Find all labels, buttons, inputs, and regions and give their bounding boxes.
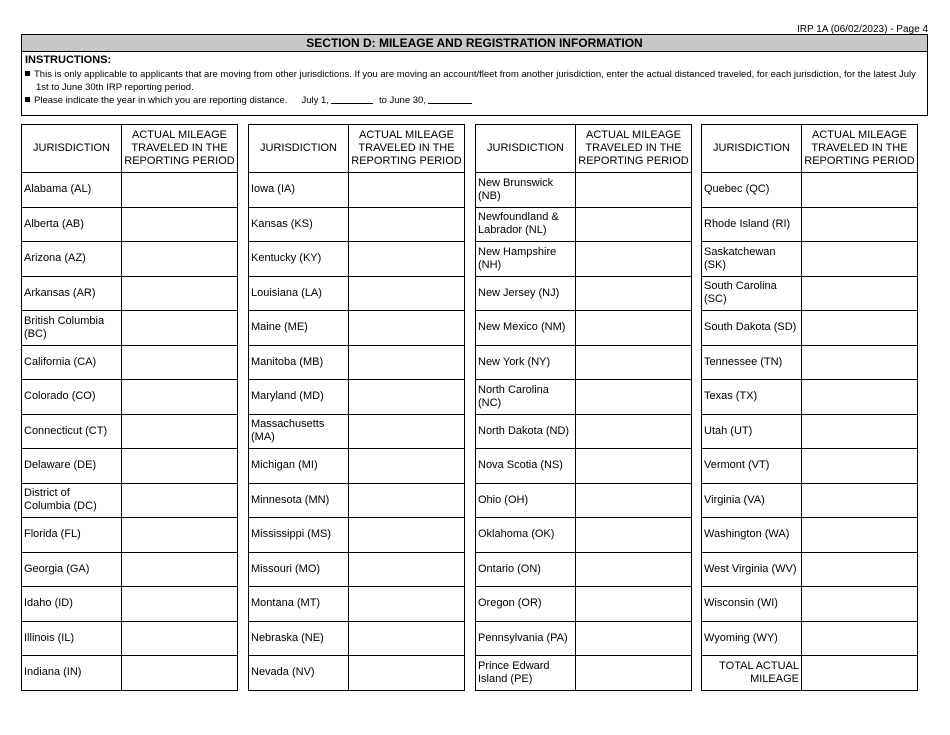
jurisdiction-name: Missouri (MO) <box>249 552 349 587</box>
table-row <box>702 483 918 518</box>
mileage-input[interactable] <box>122 518 238 553</box>
jurisdiction-name: British Columbia (BC) <box>22 311 122 346</box>
total-row <box>702 656 918 691</box>
jurisdiction-name: Alberta (AB) <box>22 207 122 242</box>
mileage-input[interactable] <box>122 414 238 449</box>
jurisdiction-name: Delaware (DE) <box>22 449 122 484</box>
mileage-input[interactable] <box>349 449 465 484</box>
jurisdiction-name: Newfoundland & Labrador (NL) <box>476 207 576 242</box>
table-row <box>249 207 465 242</box>
mileage-input[interactable] <box>576 311 692 346</box>
jurisdiction-name: Alabama (AL) <box>22 173 122 208</box>
jurisdiction-name: California (CA) <box>22 345 122 380</box>
table-row <box>22 311 238 346</box>
form-id: IRP 1A (06/02/2023) - Page 4 <box>796 24 928 35</box>
table-row <box>249 173 465 208</box>
jurisdiction-name: Wyoming (WY) <box>702 621 802 656</box>
instruction-line-1-cont: 1st to June 30th IRP reporting period. <box>36 82 194 93</box>
mileage-input[interactable] <box>576 656 692 691</box>
jurisdiction-name: Texas (TX) <box>702 380 802 415</box>
table-row <box>22 621 238 656</box>
mileage-input[interactable] <box>576 414 692 449</box>
section-d-box <box>21 34 928 116</box>
mileage-input[interactable] <box>349 414 465 449</box>
instruction-line-1: This is only applicable to applicants that are moving from other jurisdictions. If you are moving an account/fleet from another jurisdiction, enter the actual distanced traveled, for each jurisdiction, for the latest July <box>22 68 927 81</box>
jurisdiction-name: District of Columbia (DC) <box>22 483 122 518</box>
jurisdiction-table <box>475 124 692 691</box>
jurisdiction-table <box>21 124 238 691</box>
mileage-input[interactable] <box>802 276 918 311</box>
table-row <box>22 552 238 587</box>
jurisdiction-name: Pennsylvania (PA) <box>476 621 576 656</box>
jurisdiction-header: JURISDICTION <box>249 125 349 173</box>
mileage-input[interactable] <box>122 311 238 346</box>
table-row <box>702 242 918 277</box>
jurisdiction-name: Prince Edward Island (PE) <box>476 656 576 691</box>
jurisdiction-name: Manitoba (MB) <box>249 345 349 380</box>
table-row <box>476 449 692 484</box>
table-row <box>22 414 238 449</box>
jurisdiction-header: JURISDICTION <box>702 125 802 173</box>
jurisdiction-name: Saskatchewan (SK) <box>702 242 802 277</box>
mileage-input[interactable] <box>349 207 465 242</box>
jurisdiction-name: Maine (ME) <box>249 311 349 346</box>
table-row <box>249 621 465 656</box>
mileage-input[interactable] <box>802 311 918 346</box>
mileage-input[interactable] <box>576 242 692 277</box>
jurisdiction-header: JURISDICTION <box>476 125 576 173</box>
jurisdiction-table <box>248 124 465 691</box>
mileage-input[interactable] <box>802 207 918 242</box>
jurisdiction-name: Nevada (NV) <box>249 656 349 691</box>
jurisdiction-name: Oklahoma (OK) <box>476 518 576 553</box>
mileage-input[interactable] <box>802 518 918 553</box>
table-row <box>476 173 692 208</box>
jurisdiction-name: Oregon (OR) <box>476 587 576 622</box>
mileage-input[interactable] <box>122 449 238 484</box>
mileage-input[interactable] <box>349 552 465 587</box>
jurisdiction-name: Nebraska (NE) <box>249 621 349 656</box>
mileage-input[interactable] <box>349 380 465 415</box>
table-row <box>22 483 238 518</box>
total-label: TOTAL ACTUAL MILEAGE <box>702 656 802 691</box>
mileage-input[interactable] <box>576 621 692 656</box>
table-row <box>22 449 238 484</box>
jurisdiction-name: New Jersey (NJ) <box>476 276 576 311</box>
table-row <box>22 173 238 208</box>
mileage-input[interactable] <box>576 518 692 553</box>
jurisdiction-name: Minnesota (MN) <box>249 483 349 518</box>
jurisdiction-name: Ohio (OH) <box>476 483 576 518</box>
mileage-input[interactable] <box>349 518 465 553</box>
mileage-input[interactable] <box>802 449 918 484</box>
mileage-input[interactable] <box>802 345 918 380</box>
jurisdiction-name: Arizona (AZ) <box>22 242 122 277</box>
jurisdiction-name: Utah (UT) <box>702 414 802 449</box>
table-row <box>702 276 918 311</box>
bullet-icon <box>25 71 30 76</box>
mileage-input[interactable] <box>802 242 918 277</box>
jurisdiction-name: New Mexico (NM) <box>476 311 576 346</box>
jurisdiction-name: Rhode Island (RI) <box>702 207 802 242</box>
mileage-input[interactable] <box>802 380 918 415</box>
jurisdiction-name: Indiana (IN) <box>22 656 122 691</box>
mileage-input[interactable] <box>576 483 692 518</box>
instruction-line-2: Please indicate the year in which you are reporting distance. July 1, to June 30, <box>22 94 927 107</box>
jurisdiction-name: Illinois (IL) <box>22 621 122 656</box>
mileage-input[interactable] <box>576 587 692 622</box>
instructions-heading: INSTRUCTIONS: <box>25 54 112 66</box>
table-row <box>476 414 692 449</box>
total-mileage-input[interactable] <box>802 656 918 691</box>
table-row <box>249 242 465 277</box>
bullet-icon <box>25 97 30 102</box>
mileage-input[interactable] <box>576 380 692 415</box>
mileage-input[interactable] <box>349 242 465 277</box>
table-row <box>702 449 918 484</box>
mileage-input[interactable] <box>349 483 465 518</box>
table-row <box>22 587 238 622</box>
table-row <box>22 518 238 553</box>
mileage-input[interactable] <box>576 173 692 208</box>
jurisdiction-name: Michigan (MI) <box>249 449 349 484</box>
mileage-input[interactable] <box>349 311 465 346</box>
jurisdiction-name: North Dakota (ND) <box>476 414 576 449</box>
jurisdiction-name: South Carolina (SC) <box>702 276 802 311</box>
mileage-input[interactable] <box>802 552 918 587</box>
mileage-input[interactable] <box>802 621 918 656</box>
mileage-input[interactable] <box>122 207 238 242</box>
table-row <box>702 414 918 449</box>
table-row <box>476 621 692 656</box>
mileage-input[interactable] <box>122 345 238 380</box>
table-row <box>702 621 918 656</box>
mileage-input[interactable] <box>576 345 692 380</box>
table-row <box>22 345 238 380</box>
mileage-input[interactable] <box>349 173 465 208</box>
jurisdiction-name: Nova Scotia (NS) <box>476 449 576 484</box>
table-row <box>249 587 465 622</box>
jurisdiction-name: New Brunswick (NB) <box>476 173 576 208</box>
table-row <box>249 414 465 449</box>
jurisdiction-name: Georgia (GA) <box>22 552 122 587</box>
jurisdiction-name: Kansas (KS) <box>249 207 349 242</box>
table-row <box>249 380 465 415</box>
mileage-input[interactable] <box>122 656 238 691</box>
jurisdiction-name: Colorado (CO) <box>22 380 122 415</box>
table-row <box>22 276 238 311</box>
table-row <box>476 552 692 587</box>
table-row <box>22 380 238 415</box>
table-row <box>476 242 692 277</box>
table-row <box>249 345 465 380</box>
jurisdiction-name: West Virginia (WV) <box>702 552 802 587</box>
jurisdiction-name: New Hampshire (NH) <box>476 242 576 277</box>
jurisdiction-name: Florida (FL) <box>22 518 122 553</box>
mileage-input[interactable] <box>349 656 465 691</box>
jurisdiction-table <box>701 124 918 691</box>
jurisdiction-name: Quebec (QC) <box>702 173 802 208</box>
table-row <box>702 207 918 242</box>
start-year-field[interactable] <box>331 94 373 104</box>
jurisdiction-header: JURISDICTION <box>22 125 122 173</box>
mileage-input[interactable] <box>122 621 238 656</box>
table-row <box>476 518 692 553</box>
mileage-header: ACTUAL MILEAGE TRAVELED IN THE REPORTING PERIOD <box>122 125 238 173</box>
table-row <box>22 656 238 691</box>
table-row <box>249 311 465 346</box>
mileage-input[interactable] <box>122 173 238 208</box>
table-row <box>702 587 918 622</box>
jurisdiction-name: Washington (WA) <box>702 518 802 553</box>
mileage-header: ACTUAL MILEAGE TRAVELED IN THE REPORTING PERIOD <box>576 125 692 173</box>
table-row <box>702 552 918 587</box>
table-row <box>476 587 692 622</box>
table-row <box>702 345 918 380</box>
mileage-input[interactable] <box>576 276 692 311</box>
mileage-input[interactable] <box>122 552 238 587</box>
table-row <box>702 311 918 346</box>
table-row <box>476 380 692 415</box>
jurisdiction-name: Wisconsin (WI) <box>702 587 802 622</box>
jurisdiction-name: Louisiana (LA) <box>249 276 349 311</box>
mileage-input[interactable] <box>122 483 238 518</box>
jurisdiction-name: Virginia (VA) <box>702 483 802 518</box>
mileage-input[interactable] <box>122 276 238 311</box>
mileage-input[interactable] <box>802 173 918 208</box>
table-row <box>249 518 465 553</box>
table-row <box>249 449 465 484</box>
jurisdiction-name: New York (NY) <box>476 345 576 380</box>
table-row <box>476 345 692 380</box>
jurisdiction-name: South Dakota (SD) <box>702 311 802 346</box>
mileage-header: ACTUAL MILEAGE TRAVELED IN THE REPORTING PERIOD <box>349 125 465 173</box>
mileage-input[interactable] <box>349 345 465 380</box>
jurisdiction-name: Connecticut (CT) <box>22 414 122 449</box>
table-row <box>476 483 692 518</box>
mileage-input[interactable] <box>802 587 918 622</box>
jurisdiction-name: Idaho (ID) <box>22 587 122 622</box>
table-row <box>249 656 465 691</box>
mileage-input[interactable] <box>122 587 238 622</box>
mileage-header: ACTUAL MILEAGE TRAVELED IN THE REPORTING PERIOD <box>802 125 918 173</box>
table-row <box>249 552 465 587</box>
mileage-input[interactable] <box>576 207 692 242</box>
mileage-input[interactable] <box>576 449 692 484</box>
jurisdiction-name: North Carolina (NC) <box>476 380 576 415</box>
jurisdiction-name: Iowa (IA) <box>249 173 349 208</box>
jurisdiction-name: Mississippi (MS) <box>249 518 349 553</box>
jurisdiction-name: Montana (MT) <box>249 587 349 622</box>
mileage-input[interactable] <box>802 414 918 449</box>
section-title: SECTION D: MILEAGE AND REGISTRATION INFORMATION <box>22 35 927 52</box>
table-row <box>249 276 465 311</box>
table-row <box>702 380 918 415</box>
mileage-input[interactable] <box>802 483 918 518</box>
table-row <box>22 207 238 242</box>
mileage-input[interactable] <box>122 380 238 415</box>
jurisdiction-name: Kentucky (KY) <box>249 242 349 277</box>
jurisdiction-name: Arkansas (AR) <box>22 276 122 311</box>
mileage-input[interactable] <box>576 552 692 587</box>
mileage-input[interactable] <box>122 242 238 277</box>
table-row <box>476 276 692 311</box>
jurisdiction-name: Vermont (VT) <box>702 449 802 484</box>
table-row <box>702 518 918 553</box>
table-row <box>476 311 692 346</box>
mileage-input[interactable] <box>349 621 465 656</box>
jurisdiction-name: Massachusetts (MA) <box>249 414 349 449</box>
table-row <box>22 242 238 277</box>
jurisdiction-name: Ontario (ON) <box>476 552 576 587</box>
end-year-field[interactable] <box>428 94 472 104</box>
mileage-input[interactable] <box>349 276 465 311</box>
table-row <box>476 656 692 691</box>
jurisdiction-name: Maryland (MD) <box>249 380 349 415</box>
table-row <box>476 207 692 242</box>
table-row <box>702 173 918 208</box>
jurisdiction-name: Tennessee (TN) <box>702 345 802 380</box>
mileage-input[interactable] <box>349 587 465 622</box>
table-row <box>249 483 465 518</box>
